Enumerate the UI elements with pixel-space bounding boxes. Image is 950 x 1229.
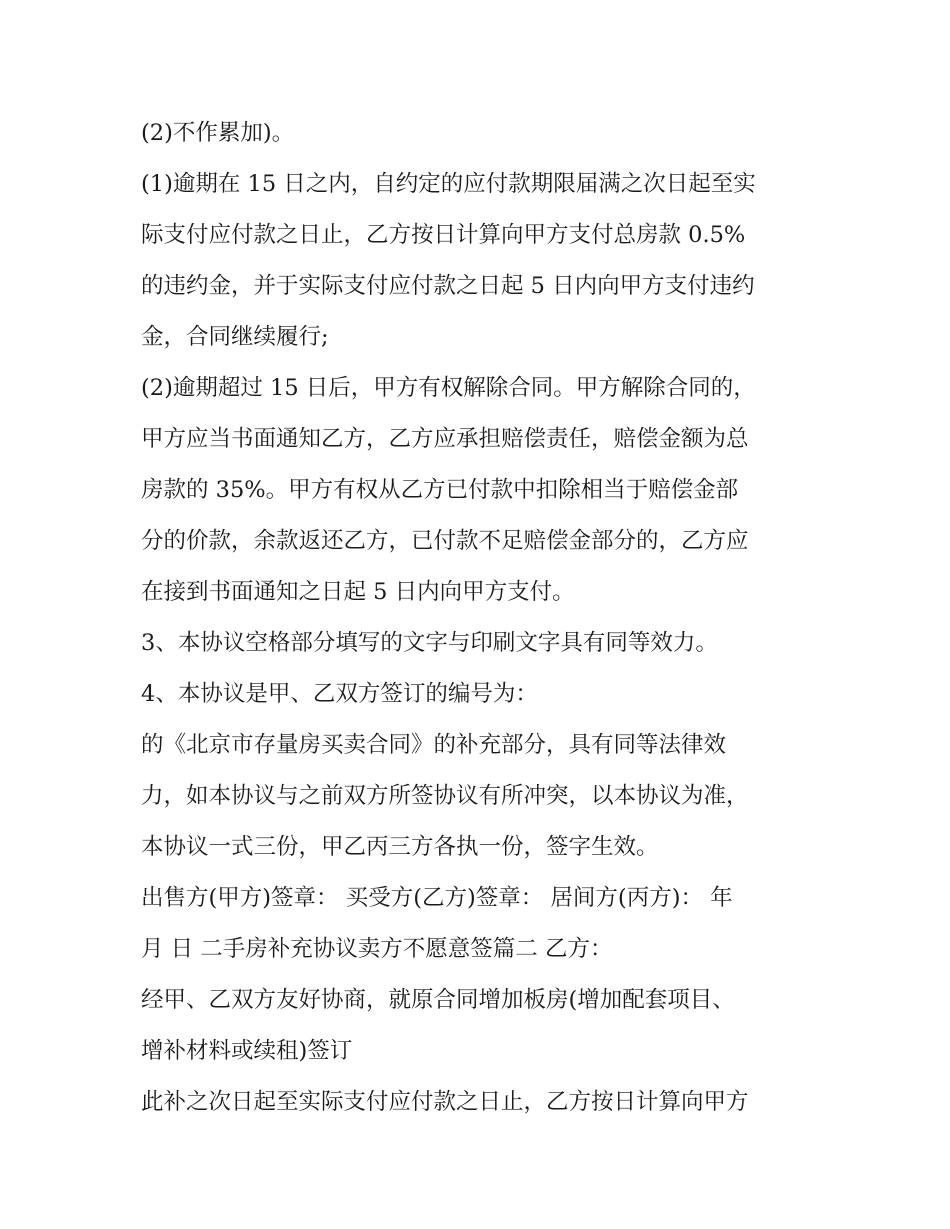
text-line-9: 分的价款，余款返还乙方，已付款不足赔偿金部分的，乙方应 bbox=[141, 528, 749, 554]
text-line-1: (2)不作累加)。 bbox=[141, 120, 295, 146]
text-line-11: 3、本协议空格部分填写的文字与印刷文字具有同等效力。 bbox=[141, 630, 718, 656]
text-line-18: 经甲、乙双方友好协商，就原合同增加板房(增加配套项目、 bbox=[141, 987, 735, 1013]
text-line-12: 4、本协议是甲、乙双方签订的编号为： bbox=[141, 681, 538, 707]
text-line-19: 增补材料或续租)签订 bbox=[141, 1038, 353, 1064]
text-line-4: 的违约金，并于实际支付应付款之日起 5 日内向甲方支付违约 bbox=[141, 273, 755, 299]
text-line-20: 此补之次日起至实际支付应付款之日止，乙方按日计算向甲方 bbox=[141, 1089, 749, 1115]
text-line-8: 房款的 35%。甲方有权从乙方已付款中扣除相当于赔偿金部 bbox=[141, 477, 739, 503]
text-line-14: 力，如本协议与之前双方所签协议有所冲突，以本协议为准， bbox=[141, 783, 749, 809]
text-line-17: 月 日 二手房补充协议卖方不愿意签篇二 乙方： bbox=[141, 936, 613, 962]
text-line-13: 的《北京市存量房买卖合同》的补充部分，具有同等法律效 bbox=[141, 732, 727, 758]
text-line-15: 本协议一式三份，甲乙丙三方各执一份，签字生效。 bbox=[141, 834, 659, 860]
text-line-16: 出售方(甲方)签章： 买受方(乙方)签章： 居间方(丙方)： 年 bbox=[141, 885, 733, 911]
text-line-2: (1)逾期在 15 日之内，自约定的应付款期限届满之次日起至实 bbox=[141, 171, 756, 197]
document-body bbox=[141, 108, 831, 1128]
text-line-5: 金，合同继续履行; bbox=[141, 324, 329, 350]
text-line-7: 甲方应当书面通知乙方，乙方应承担赔偿责任，赔偿金额为总 bbox=[141, 426, 749, 452]
text-line-10: 在接到书面通知之日起 5 日内向甲方支付。 bbox=[141, 579, 575, 605]
text-line-6: (2)逾期超过 15 日后，甲方有权解除合同。甲方解除合同的， bbox=[141, 375, 756, 401]
text-line-3: 际支付应付款之日止，乙方按日计算向甲方支付总房款 0.5% bbox=[141, 222, 746, 248]
